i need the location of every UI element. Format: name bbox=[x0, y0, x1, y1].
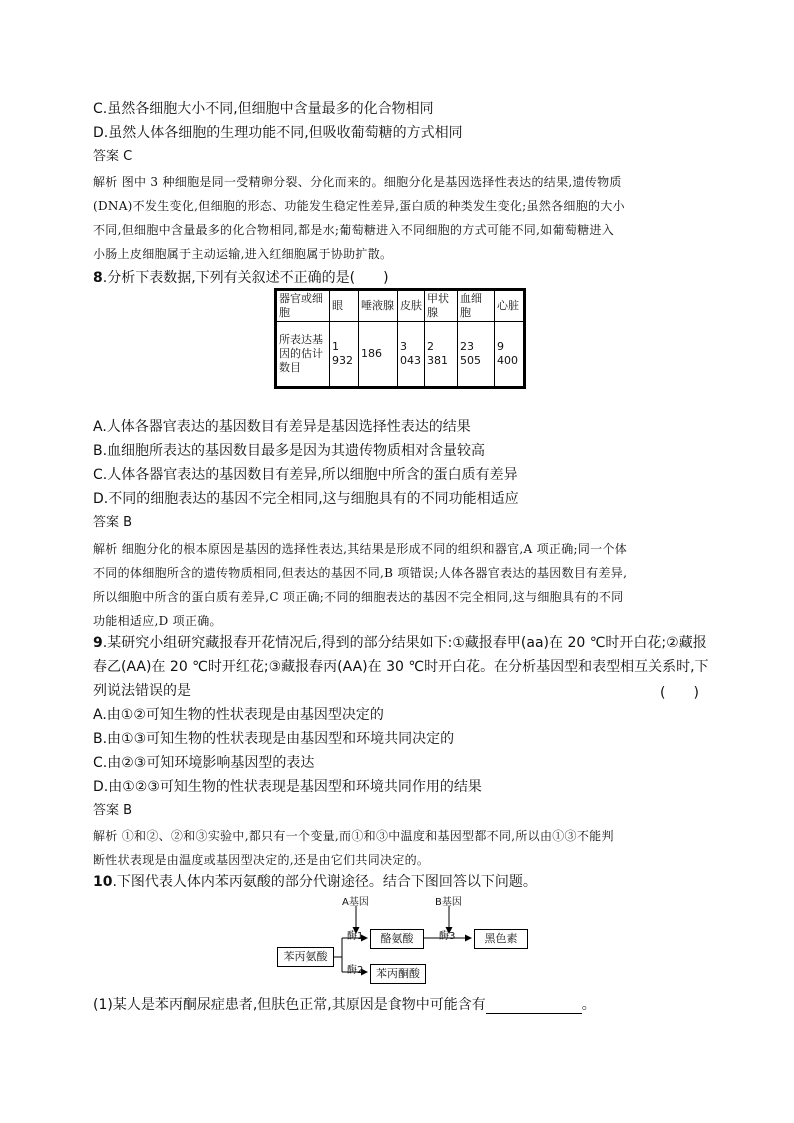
tyrosine-box: 酪氨酸 bbox=[370, 929, 424, 949]
q8-explanation-line: 不同的体细胞所含的遗传物质相同,但表达的基因不同,B 项错误;人体各器官表达的基因数目有差异, bbox=[93, 566, 628, 580]
q9-option-a: A.由①②可知生物的性状表现是由基因型决定的 bbox=[93, 707, 384, 723]
q7-option-d: D.虽然人体各细胞的生理功能不同,但吸收葡萄糖的方式相同 bbox=[93, 125, 463, 141]
q9-option-b: B.由①③可知生物的性状表现是由基因型和环境共同决定的 bbox=[93, 731, 455, 747]
q9-number: 9 bbox=[93, 635, 103, 651]
q7-explanation-line: 解析 图中 3 种细胞是同一受精卵分裂、分化而来的。细胞分化是基因选择性表达的结果,遗传物质 bbox=[93, 175, 622, 189]
table-cell: 2 381 bbox=[425, 322, 458, 388]
q8-option-d: D.不同的细胞表达的基因不完全相同,这与细胞具有的不同功能相适应 bbox=[93, 491, 519, 507]
table-row-label: 所表达基因的估计数目 bbox=[276, 322, 330, 388]
q9-stem-text: .某研究小组研究藏报春开花情况后,得到的部分结果如下:①藏报春甲(aa)在 20 ℃时开白花;②藏报 bbox=[102, 635, 707, 651]
q8-option-b: B.血细胞所表达的基因数目最多是因为其遗传物质相对含量较高 bbox=[93, 443, 486, 459]
q8-explanation-line: 解析 细胞分化的根本原因是基因的选择性表达,其结果是形成不同的组织和器官,A 项正确;同一个体 bbox=[93, 542, 628, 556]
table-header-cell: 器官或细胞 bbox=[276, 290, 330, 322]
gene-a-label: A基因 bbox=[342, 897, 369, 908]
enzyme2-label: 酶2 bbox=[347, 965, 364, 976]
melanin-box: 黑色素 bbox=[474, 929, 528, 949]
q7-answer: 答案 C bbox=[93, 149, 133, 164]
enzyme3-label: 酶3 bbox=[439, 931, 456, 942]
table-header-cell: 甲状腺 bbox=[425, 290, 458, 322]
q8-number: 8 bbox=[93, 270, 103, 286]
q9-explanation-line: 解析 ①和②、②和③实验中,都只有一个变量,而①和③中温度和基因型都不同,所以由①③不能判 bbox=[93, 829, 614, 843]
table-cell: 3 043 bbox=[398, 322, 425, 388]
q8-option-c: C.人体各器官表达的基因数目有差异,所以细胞中所含的蛋白质有差异 bbox=[93, 467, 518, 483]
table-cell: 23 505 bbox=[458, 322, 495, 388]
phenylalanine-box: 苯丙氨酸 bbox=[277, 947, 334, 967]
phenylpyruvate-box: 苯丙酮酸 bbox=[370, 964, 426, 984]
q10-sub1-end: 。 bbox=[581, 997, 596, 1013]
q7-option-c: C.虽然各细胞大小不同,但细胞中含量最多的化合物相同 bbox=[93, 101, 434, 117]
q8-explanation-line: 功能相适应,D 项正确。 bbox=[93, 614, 222, 628]
q8-option-a: A.人体各器官表达的基因数目有差异是基因选择性表达的结果 bbox=[93, 419, 471, 435]
table-header-cell: 眼 bbox=[330, 290, 359, 322]
gene-b-label: B基因 bbox=[435, 897, 462, 908]
q10-number: 10 bbox=[93, 874, 113, 890]
q7-explanation-line: 小肠上皮细胞属于主动运输,进入红细胞属于协助扩散。 bbox=[93, 247, 393, 261]
q10-stem-text: .下图代表人体内苯丙氨酸的部分代谢途径。结合下图回答以下问题。 bbox=[112, 874, 537, 890]
enzyme1-label: 酶1 bbox=[347, 931, 364, 942]
q10-sub1-text: (1)某人是苯丙酮尿症患者,但肤色正常,其原因是食物中可能含有 bbox=[93, 997, 486, 1013]
answer-blank[interactable] bbox=[486, 999, 582, 1014]
q9-answer-parentheses: ( ) bbox=[660, 685, 699, 701]
table-cell: 186 bbox=[359, 322, 398, 388]
table-header-cell: 血细胞 bbox=[458, 290, 495, 322]
q7-explanation-line: 不同,但细胞中含量最多的化合物相同,都是水;葡萄糖进入不同细胞的方式可能不同,如葡萄糖进入 bbox=[93, 223, 614, 237]
q8-explanation-line: 所以细胞中所含的蛋白质有差异,C 项正确;不同的细胞表达的基因不完全相同,这与细胞具有的不同 bbox=[93, 590, 624, 604]
table-cell: 1 932 bbox=[330, 322, 359, 388]
table-header-cell: 心脏 bbox=[495, 290, 525, 322]
q9-stem-line: 春乙(AA)在 20 ℃时开红花;③藏报春丙(AA)在 30 ℃时开白花。在分析基因型和表型相互关系时,下 bbox=[93, 659, 709, 675]
q9-option-c: C.由②③可知环境影响基因型的表达 bbox=[93, 755, 315, 771]
q7-explanation-line: (DNA)不发生变化,但细胞的形态、功能发生稳定性差异,蛋白质的种类发生变化;虽然各细胞的大小 bbox=[93, 199, 625, 213]
table-header-cell: 唾液腺 bbox=[359, 290, 398, 322]
q9-explanation-line: 断性状表现是由温度或基因型决定的,还是由它们共同决定的。 bbox=[93, 853, 430, 867]
table-header-cell: 皮肤 bbox=[398, 290, 425, 322]
q8-answer: 答案 B bbox=[93, 515, 133, 530]
q9-stem-line: 列说法错误的是 bbox=[93, 683, 191, 699]
q10-subquestion-1 bbox=[93, 996, 596, 1014]
q9-answer: 答案 B bbox=[93, 803, 133, 818]
table-cell: 9 400 bbox=[495, 322, 525, 388]
q9-option-d: D.由①②③可知生物的性状表现是基因型和环境共同作用的结果 bbox=[93, 779, 482, 795]
q8-stem-text: .分析下表数据,下列有关叙述不正确的是( ) bbox=[102, 270, 389, 286]
